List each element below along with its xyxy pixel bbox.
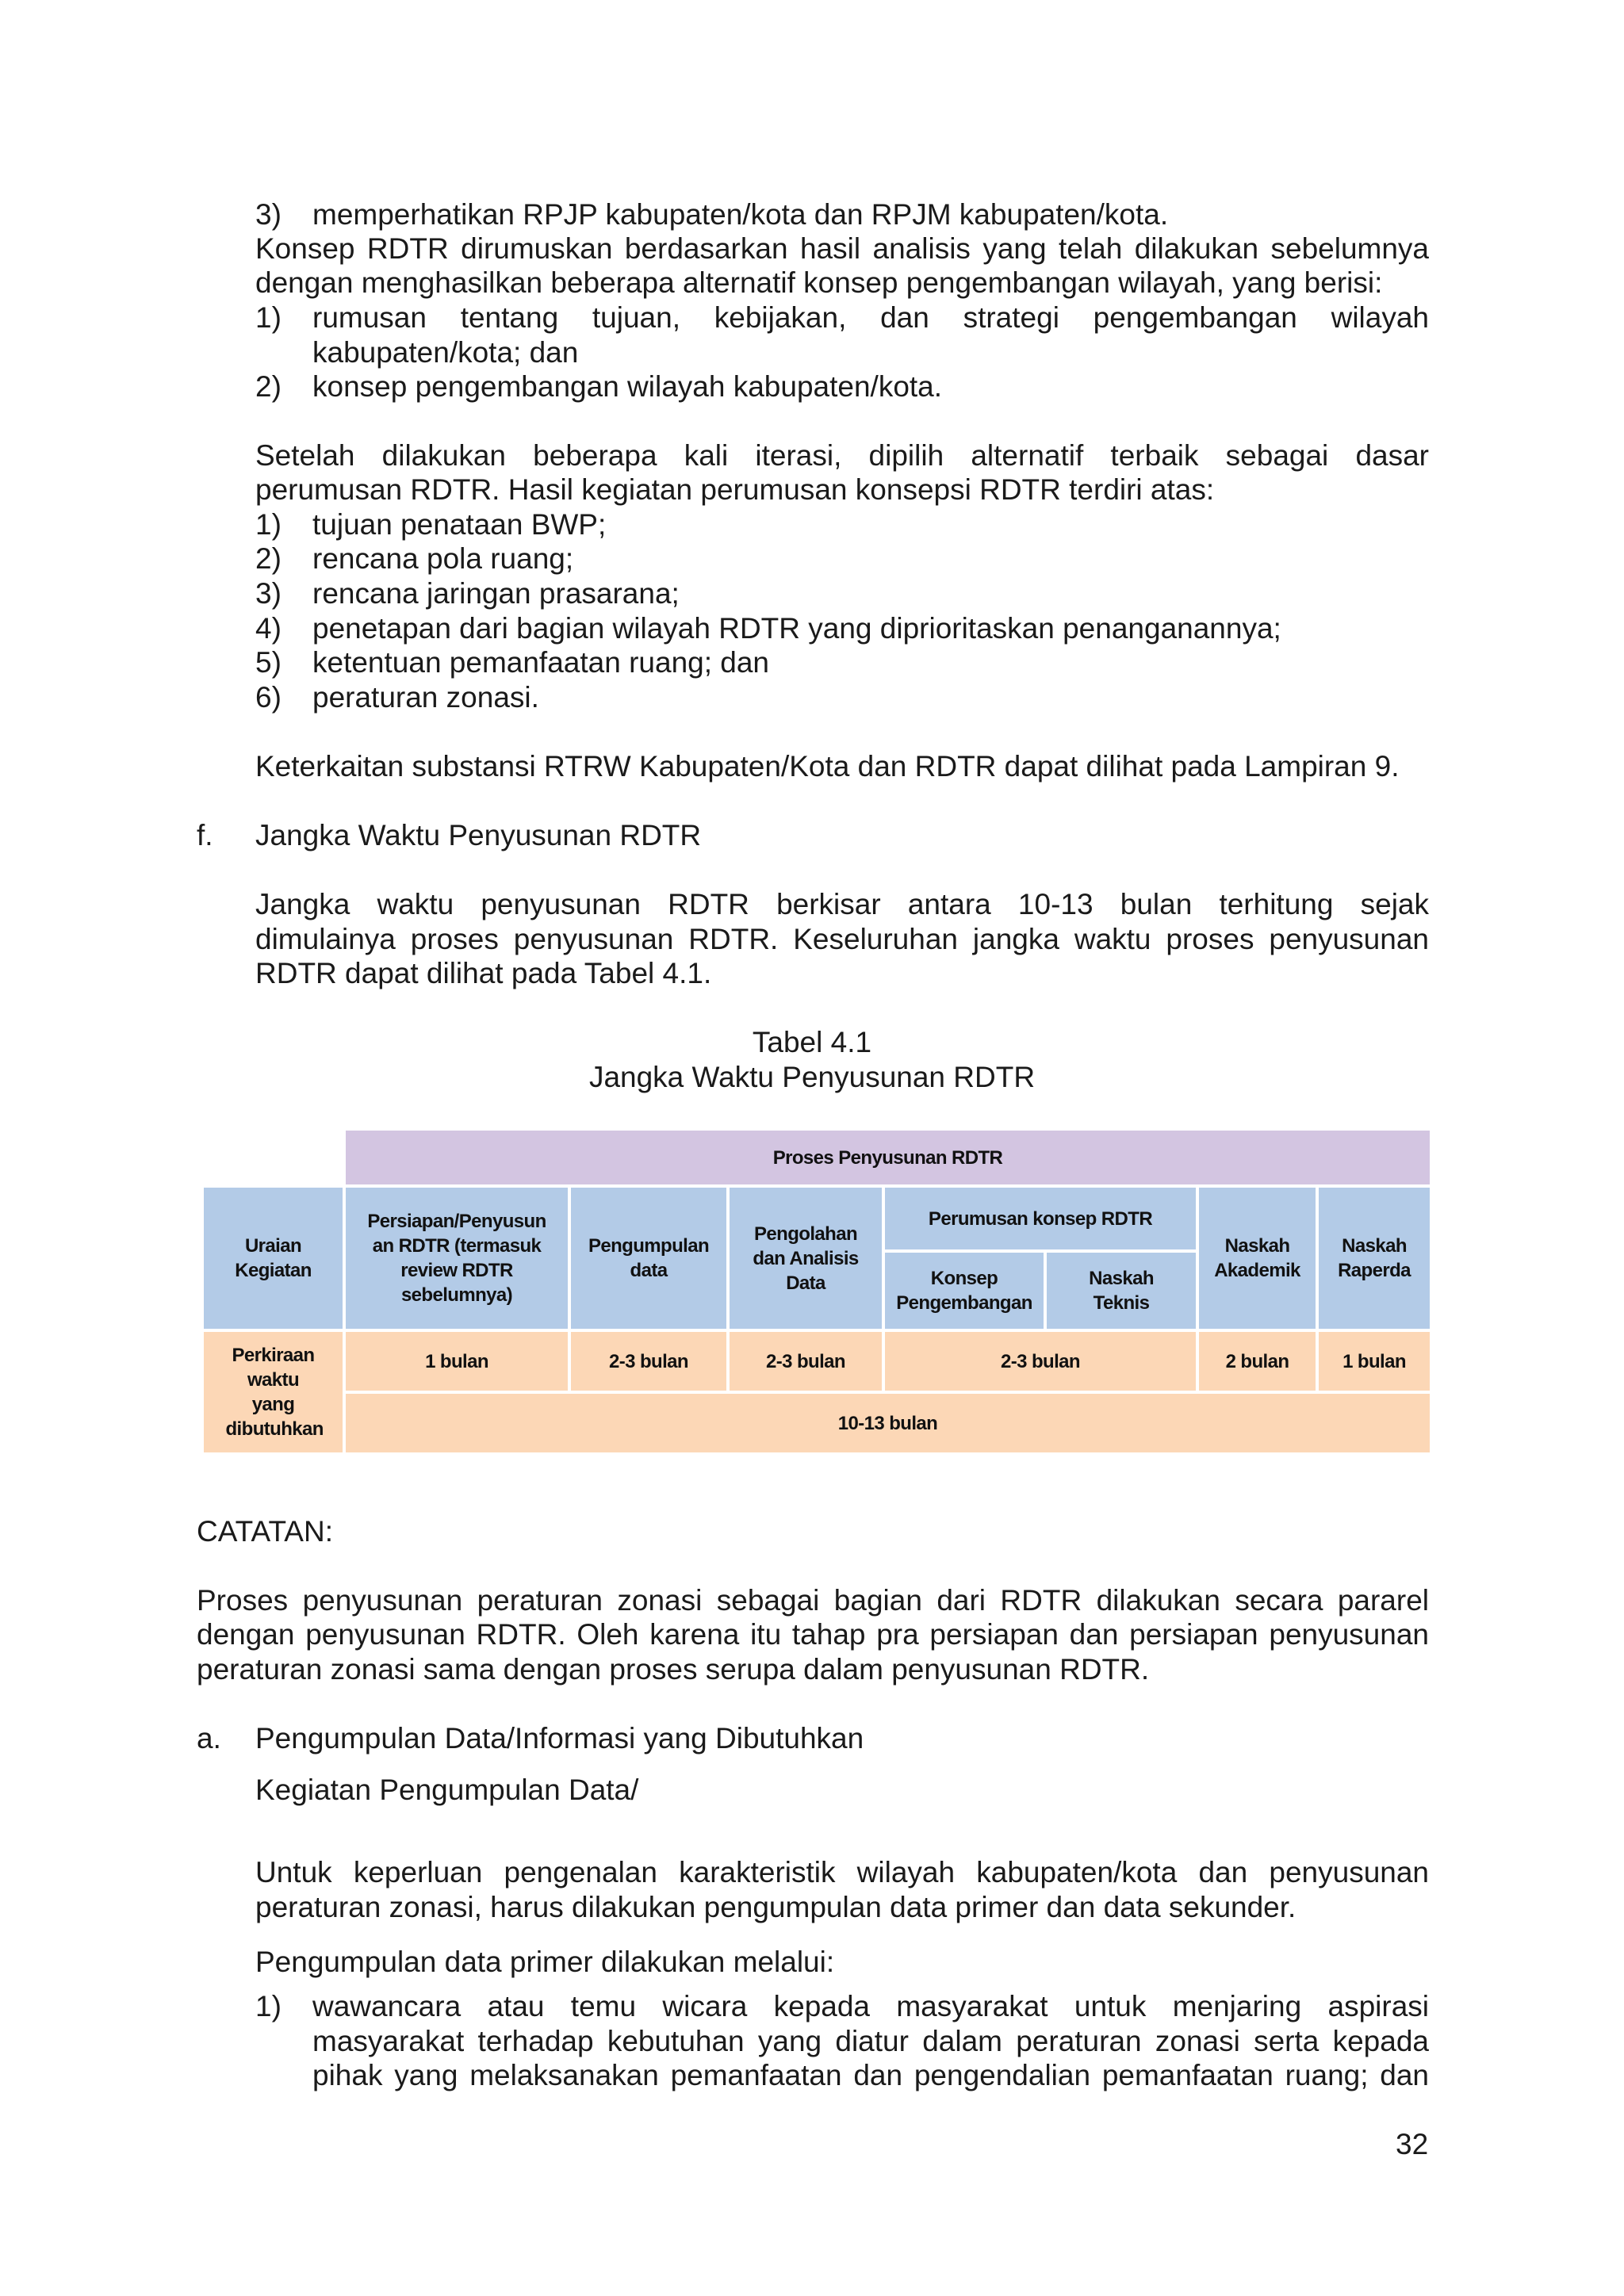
- list-number: 5): [255, 646, 282, 679]
- header-naskah-teknis: [1047, 1253, 1196, 1329]
- paragraph-line: perumusan RDTR. Hasil kegiatan perumusan konsepsi RDTR terdiri atas:: [255, 473, 1215, 506]
- section-letter: f.: [197, 819, 213, 851]
- paragraph-line: Konsep RDTR dirumuskan berdasarkan hasil analisis yang telah dilakukan sebelumnya: [255, 232, 1429, 265]
- paragraph-line: Untuk keperluan pengenalan karakteristik wilayah kabupaten/kota dan penyusunan: [255, 1856, 1429, 1888]
- row-header-perkiraan: [204, 1332, 343, 1452]
- header-label: Naskah Teknis: [1089, 1268, 1154, 1314]
- header-perumusan: Perumusan konsep RDTR: [885, 1188, 1196, 1249]
- list-item: rencana jaringan prasarana;: [312, 577, 680, 610]
- list-item: konsep pengembangan wilayah kabupaten/kota.: [312, 370, 943, 403]
- list-item: rencana pola ruang;: [312, 542, 574, 575]
- list-number: 1): [255, 301, 282, 334]
- list-number: 3): [255, 198, 282, 231]
- schedule-table: [204, 1131, 1430, 1452]
- header-konsep: [885, 1253, 1044, 1329]
- list-item: tujuan penataan BWP;: [312, 508, 607, 541]
- header-label: Naskah Raperda: [1338, 1235, 1411, 1281]
- list-item-continuation: pihak yang melaksanakan pemanfaatan dan pengendalian pemanfaatan ruang; dan: [312, 2059, 1429, 2091]
- section-heading: Jangka Waktu Penyusunan RDTR: [255, 819, 702, 851]
- page-number: 32: [1396, 2128, 1429, 2160]
- row-header-label: Uraian Kegiatan: [235, 1235, 312, 1281]
- list-number: 2): [255, 542, 282, 575]
- list-item: memperhatikan RPJP kabupaten/kota dan RPJM kabupaten/kota.: [312, 198, 1169, 231]
- list-number: 3): [255, 577, 282, 610]
- header-pengolahan: [730, 1188, 882, 1329]
- time-cell: 2-3 bulan: [571, 1332, 726, 1391]
- list-item: ketentuan pemanfaatan ruang; dan: [312, 646, 770, 679]
- total-time-cell: 10-13 bulan: [346, 1394, 1430, 1452]
- list-item: peraturan zonasi.: [312, 681, 539, 714]
- row-header-uraian: [204, 1188, 343, 1329]
- subheading: Kegiatan Pengumpulan Data/: [255, 1774, 639, 1806]
- time-cell: 1 bulan: [346, 1332, 568, 1391]
- paragraph-line: dimulainya proses penyusunan RDTR. Keseluruhan jangka waktu proses penyusunan: [255, 923, 1429, 955]
- list-number: 2): [255, 370, 282, 403]
- list-number: 1): [255, 508, 282, 541]
- time-cell: 1 bulan: [1319, 1332, 1430, 1391]
- list-item: rumusan tentang tujuan, kebijakan, dan strategi pengembangan wilayah: [312, 301, 1429, 334]
- header-label: Naskah Akademik: [1214, 1235, 1300, 1281]
- paragraph-line: Jangka waktu penyusunan RDTR berkisar antara 10-13 bulan terhitung sejak: [255, 888, 1429, 920]
- time-cell: 2 bulan: [1199, 1332, 1316, 1391]
- paragraph-line: Pengumpulan data primer dilakukan melalui:: [255, 1946, 835, 1978]
- header-naskah-akademik: [1199, 1188, 1316, 1329]
- header-persiapan: [346, 1188, 568, 1329]
- header-label: Pengolahan dan Analisis Data: [753, 1223, 859, 1294]
- paragraph-line: dengan menghasilkan beberapa alternatif konsep pengembangan wilayah, yang berisi:: [255, 266, 1383, 299]
- list-item-continuation: masyarakat terhadap kebutuhan yang diatur dalam peraturan zonasi serta kepada: [312, 2025, 1429, 2057]
- section-heading: Pengumpulan Data/Informasi yang Dibutuhkan: [255, 1722, 864, 1755]
- list-item: wawancara atau temu wicara kepada masyarakat untuk menjaring aspirasi: [312, 1990, 1429, 2022]
- table-caption-number: Tabel 4.1: [752, 1026, 872, 1058]
- list-item-continuation: kabupaten/kota; dan: [312, 336, 579, 369]
- list-number: 4): [255, 612, 282, 645]
- paragraph-line: Proses penyusunan peraturan zonasi sebagai bagian dari RDTR dilakukan secara pararel: [197, 1584, 1429, 1617]
- section-letter: a.: [197, 1722, 221, 1755]
- time-cell: 2-3 bulan: [885, 1332, 1196, 1391]
- table-caption-title: Jangka Waktu Penyusunan RDTR: [588, 1061, 1036, 1093]
- list-number: 6): [255, 681, 282, 714]
- paragraph-line: RDTR dapat dilihat pada Tabel 4.1.: [255, 957, 712, 989]
- list-number: 1): [255, 1990, 282, 2022]
- time-cell: 2-3 bulan: [730, 1332, 882, 1391]
- row-header-label: Perkiraan waktu yang dibutuhkan: [225, 1345, 324, 1440]
- table-title-cell: Proses Penyusunan RDTR: [346, 1131, 1430, 1184]
- note-label: CATATAN:: [197, 1515, 333, 1548]
- header-label: Pengumpulan data: [588, 1235, 710, 1281]
- paragraph-line: Setelah dilakukan beberapa kali iterasi, dipilih alternatif terbaik sebagai dasar: [255, 439, 1429, 472]
- header-pengumpulan: [571, 1188, 726, 1329]
- header-label: Konsep Pengembangan: [896, 1268, 1032, 1314]
- header-label: Persiapan/Penyusun an RDTR (termasuk review RDTR sebelumnya): [367, 1211, 546, 1306]
- paragraph-line: Keterkaitan substansi RTRW Kabupaten/Kota dan RDTR dapat dilihat pada Lampiran 9.: [255, 750, 1400, 783]
- header-naskah-raperda: [1319, 1188, 1430, 1329]
- list-item: penetapan dari bagian wilayah RDTR yang diprioritaskan penanganannya;: [312, 612, 1281, 645]
- paragraph-line: dengan penyusunan RDTR. Oleh karena itu tahap pra persiapan dan persiapan penyusunan: [197, 1618, 1429, 1651]
- paragraph-line: peraturan zonasi sama dengan proses serupa dalam penyusunan RDTR.: [197, 1653, 1150, 1686]
- paragraph-line: peraturan zonasi, harus dilakukan pengumpulan data primer dan data sekunder.: [255, 1891, 1297, 1923]
